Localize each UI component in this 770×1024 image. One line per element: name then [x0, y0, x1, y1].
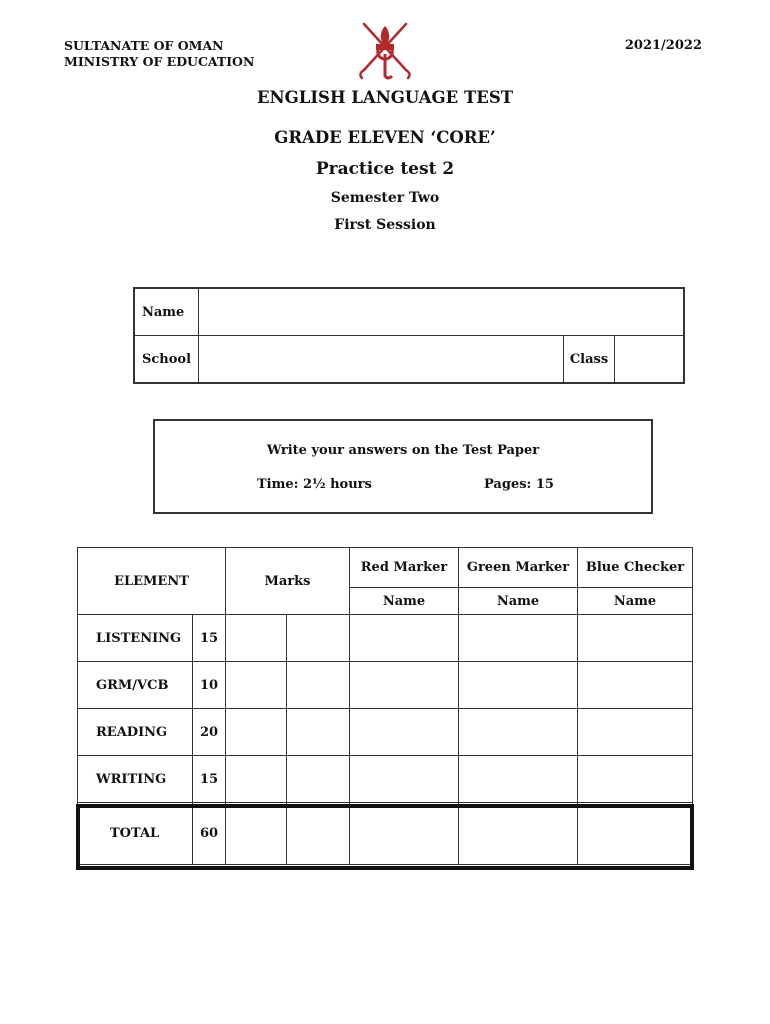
marks-cell[interactable]	[287, 709, 350, 756]
blue-name-cell[interactable]	[578, 756, 693, 803]
total-marks-cell[interactable]	[226, 803, 287, 865]
blue-name-cell[interactable]	[578, 709, 693, 756]
red-name-cell[interactable]	[350, 756, 459, 803]
time-allowed: Time: 2½ hours	[257, 477, 372, 492]
blue-name-cell[interactable]	[578, 615, 693, 662]
blue-name-subheader: Name	[578, 588, 693, 615]
total-label: TOTAL	[78, 803, 193, 865]
header-left	[64, 38, 254, 70]
green-name-subheader: Name	[459, 588, 578, 615]
blue-checker-header: Blue Checker	[578, 548, 693, 588]
max-marks: 15	[193, 756, 226, 803]
test-title: ENGLISH LANGUAGE TEST	[256, 88, 514, 107]
element-header: ELEMENT	[78, 548, 226, 615]
max-marks: 10	[193, 662, 226, 709]
element-label: GRM/VCB	[78, 662, 193, 709]
class-field[interactable]	[615, 336, 685, 384]
red-name-cell[interactable]	[350, 662, 459, 709]
element-label: LISTENING	[78, 615, 193, 662]
oman-emblem-icon	[354, 18, 416, 82]
total-blue-cell[interactable]	[578, 803, 693, 865]
blue-name-cell[interactable]	[578, 662, 693, 709]
red-marker-header: Red Marker	[350, 548, 459, 588]
marks-cell[interactable]	[226, 756, 287, 803]
table-row	[78, 709, 693, 756]
green-name-cell[interactable]	[459, 615, 578, 662]
class-label: Class	[564, 336, 615, 384]
school-field[interactable]	[199, 336, 564, 384]
total-max-marks: 60	[193, 803, 226, 865]
page-count: Pages: 15	[484, 477, 554, 492]
total-row	[78, 803, 693, 865]
red-name-cell[interactable]	[350, 615, 459, 662]
red-name-subheader: Name	[350, 588, 459, 615]
marks-cell[interactable]	[287, 662, 350, 709]
element-label: WRITING	[78, 756, 193, 803]
instruction-line: Write your answers on the Test Paper	[266, 443, 540, 458]
academic-year: 2021/2022	[624, 38, 702, 53]
country-name: SULTANATE OF OMAN	[64, 38, 224, 53]
marks-table	[77, 547, 693, 865]
marks-header: Marks	[226, 548, 350, 615]
school-label: School	[134, 336, 199, 384]
marks-cell[interactable]	[287, 615, 350, 662]
total-green-cell[interactable]	[459, 803, 578, 865]
table-row	[78, 662, 693, 709]
max-marks: 15	[193, 615, 226, 662]
total-marks-cell[interactable]	[287, 803, 350, 865]
total-red-cell[interactable]	[350, 803, 459, 865]
green-name-cell[interactable]	[459, 756, 578, 803]
practice-title: Practice test 2	[315, 159, 455, 179]
element-label: READING	[78, 709, 193, 756]
table-row	[78, 756, 693, 803]
marks-cell[interactable]	[226, 615, 287, 662]
session-title: First Session	[334, 217, 436, 233]
max-marks: 20	[193, 709, 226, 756]
student-info-table	[133, 287, 685, 384]
name-field[interactable]	[199, 288, 685, 336]
green-name-cell[interactable]	[459, 709, 578, 756]
marks-cell[interactable]	[287, 756, 350, 803]
grade-title: GRADE ELEVEN ‘CORE’	[274, 128, 496, 147]
marks-cell[interactable]	[226, 709, 287, 756]
green-marker-header: Green Marker	[459, 548, 578, 588]
ministry-name: MINISTRY OF EDUCATION	[64, 54, 255, 69]
instructions-box	[153, 419, 653, 514]
table-row	[78, 615, 693, 662]
semester-title: Semester Two	[330, 190, 440, 206]
green-name-cell[interactable]	[459, 662, 578, 709]
marks-cell[interactable]	[226, 662, 287, 709]
red-name-cell[interactable]	[350, 709, 459, 756]
name-label: Name	[134, 288, 199, 336]
